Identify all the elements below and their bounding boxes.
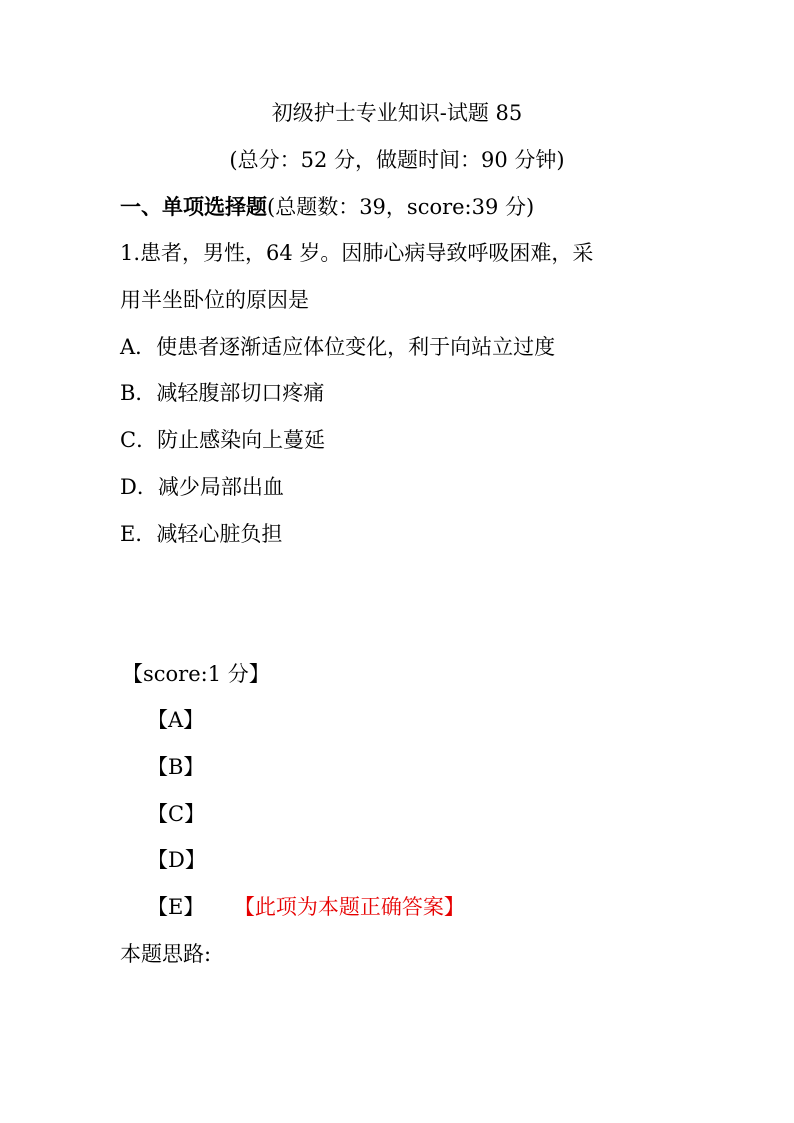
correct-answer-note: 【此项为本题正确答案】 (244, 895, 465, 919)
answer-choice-c: 【C】 (147, 802, 206, 826)
option-e: E．减轻心脏负担 (120, 522, 283, 546)
section-heading: 一、单项选择题 (120, 194, 267, 219)
document-title: 初级护士专业知识-试题 85 (271, 101, 523, 125)
score-label: 【score:1 分】 (122, 662, 270, 686)
document-subtitle: (总分：52 分，做题时间：90 分钟) (229, 148, 565, 172)
reasoning-label: 本题思路: (120, 942, 212, 966)
answer-choice-e-row (147, 892, 465, 922)
option-d: D．减少局部出血 (120, 475, 284, 499)
answer-choice-e: 【E】 (147, 895, 205, 919)
answer-choice-b: 【B】 (147, 755, 205, 779)
option-b: B．减轻腹部切口疼痛 (120, 381, 325, 405)
answer-choice-d: 【D】 (147, 848, 206, 872)
answer-choice-a: 【A】 (147, 708, 205, 732)
section-meta: (总题数：39，score:39 分) (267, 195, 535, 219)
question-text-line-2: 用半坐卧位的原因是 (120, 288, 309, 312)
option-a: A．使患者逐渐适应体位变化，利于向站立过度 (120, 335, 556, 359)
question-text-line-1: 1.患者，男性，64 岁。因肺心病导致呼吸困难，采 (120, 241, 594, 265)
option-c: C．防止感染向上蔓延 (120, 428, 326, 452)
section-header (120, 192, 534, 222)
